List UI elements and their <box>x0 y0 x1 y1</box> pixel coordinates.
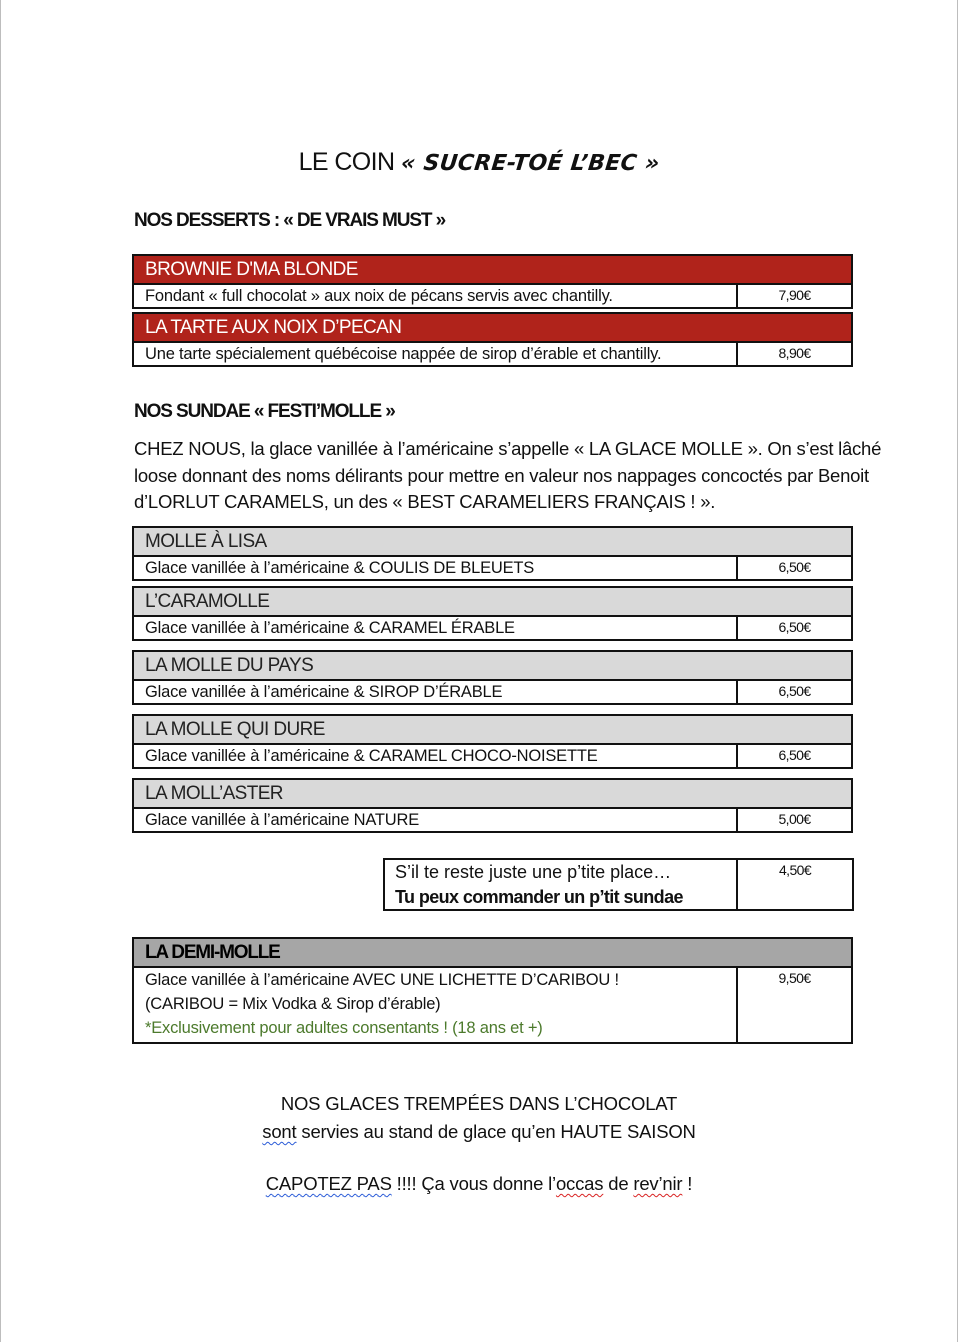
sundae-item <box>132 526 853 581</box>
demi-molle-line1: Glace vanillée à l’américaine AVEC UNE LICHETTE D’CARIBOU ! <box>145 971 619 989</box>
sundae-item <box>132 714 853 769</box>
spellcheck-word: sont <box>262 1121 297 1142</box>
item-price: 7,90€ <box>778 287 811 303</box>
footer-text: ! <box>682 1173 693 1194</box>
small-sundae-line2: Tu peux commander un p’tit sundae <box>395 887 683 907</box>
item-description: Une tarte spécialement québécoise nappée de sirop d’érable et chantilly. <box>134 343 738 365</box>
item-price: 6,50€ <box>778 559 811 575</box>
item-description: Glace vanillée à l’américaine & CARAMEL ÉRABLE <box>134 617 738 639</box>
small-sundae-price: 4,50€ <box>778 862 812 878</box>
demi-molle-line2: (CARIBOU = Mix Vodka & Sirop d’érable) <box>145 995 441 1013</box>
small-sundae-line1: S’il te reste juste une p’tite place… <box>395 862 672 882</box>
footer-text: de <box>603 1173 634 1194</box>
demi-molle-note: *Exclusivement pour adultes consentants ! (18 ans et +) <box>145 1019 543 1037</box>
item-description: Glace vanillée à l’américaine & CARAMEL CHOCO-NOISETTE <box>134 745 738 767</box>
item-price: 9,50€ <box>778 970 811 986</box>
item-description: Glace vanillée à l’américaine & SIROP D’ÉRABLE <box>134 681 738 703</box>
desserts-section-title: NOS DESSERTS : « DE VRAIS MUST » <box>134 210 446 231</box>
sundaes-intro: CHEZ NOUS, la glace vanillée à l’américaine s’appelle « LA GLACE MOLLE ». On s’est lâché loose donnant des noms délirants pour mettre en valeur nos nappages concoctés par Benoit d’LORLUT CARAMELS, un des « BEST CARAMELIERS FRANÇAIS ! ». <box>134 438 882 512</box>
item-price: 6,50€ <box>778 619 811 635</box>
spellcheck-word: rev’nir <box>633 1173 683 1194</box>
small-sundae-box <box>383 858 854 911</box>
item-description: Glace vanillée à l’américaine NATURE <box>134 809 738 831</box>
item-description: Fondant « full chocolat » aux noix de pécans servis avec chantilly. <box>134 285 738 307</box>
item-price: 6,50€ <box>778 683 811 699</box>
spellcheck-phrase: CAPOTEZ PAS <box>265 1173 392 1194</box>
item-price: 8,90€ <box>778 345 811 361</box>
sundae-item <box>132 650 853 705</box>
item-name: MOLLE À LISA <box>134 528 851 557</box>
page-title <box>0 148 958 177</box>
footer-line2 <box>0 1121 958 1143</box>
spellcheck-word: occas <box>555 1173 604 1194</box>
sundae-item <box>132 586 853 641</box>
item-name: L’CARAMOLLE <box>134 588 851 617</box>
item-name: BROWNIE D'MA BLONDE <box>134 256 851 285</box>
footer-line1: NOS GLACES TREMPÉES DANS L’CHOCOLAT <box>280 1093 678 1114</box>
footer-text: !!!! Ça vous donne l’ <box>391 1173 556 1194</box>
item-price: 6,50€ <box>778 747 811 763</box>
item-description: Glace vanillée à l’américaine & COULIS DE BLEUETS <box>134 557 738 579</box>
item-name: LA MOLLE QUI DURE <box>134 716 851 745</box>
footer-line2-text: servies au stand de glace qu’en HAUTE SAISON <box>296 1121 696 1142</box>
footer-line3 <box>0 1173 958 1195</box>
sundaes-section-title: NOS SUNDAE « FESTI’MOLLE » <box>134 401 395 422</box>
demi-molle-item <box>132 937 853 1044</box>
sundae-item <box>132 778 853 833</box>
item-name: LA DEMI-MOLLE <box>134 939 851 968</box>
title-fancy: « SUCRE-TOÉ L’BEC » <box>399 151 661 176</box>
title-prefix: LE COIN <box>298 148 395 176</box>
dessert-item <box>132 254 853 309</box>
item-price: 5,00€ <box>778 811 811 827</box>
dessert-item <box>132 312 853 367</box>
item-name: LA MOLL’ASTER <box>134 780 851 809</box>
item-name: LA TARTE AUX NOIX D’PECAN <box>134 314 851 343</box>
item-name: LA MOLLE DU PAYS <box>134 652 851 681</box>
